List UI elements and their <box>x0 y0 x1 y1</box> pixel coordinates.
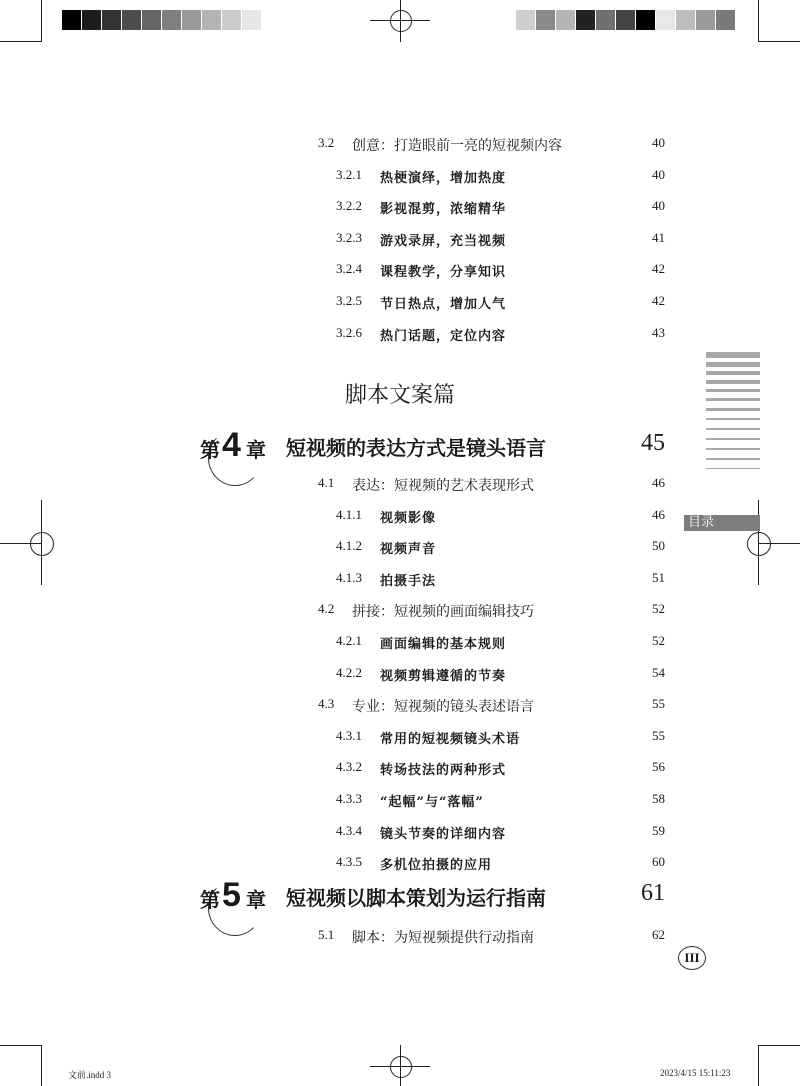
chapter-page: 45 <box>641 430 665 456</box>
section-page: 40 <box>652 198 665 214</box>
chapter-title: 短视频的表达方式是镜头语言 <box>286 436 546 460</box>
section-page: 52 <box>652 633 665 648</box>
section-page: 46 <box>652 506 665 522</box>
slug-timestamp: 2023/4/15 15:11:23 <box>660 1068 731 1078</box>
section-page: 62 <box>652 927 665 942</box>
color-swatch <box>516 10 536 30</box>
section-page: 60 <box>652 854 665 870</box>
color-swatch <box>182 10 202 30</box>
page-folio: III <box>678 946 706 970</box>
section-number: 4.3 <box>318 696 335 712</box>
toc-entry[interactable] <box>0 791 800 815</box>
section-title: 常用的短视频镜头术语 <box>380 731 521 747</box>
section-number: 4.1.3 <box>336 569 362 585</box>
chapter-badge <box>200 878 272 918</box>
section-title: 热门话题，定位内容 <box>380 328 507 344</box>
section-title: 画面编辑的基本规则 <box>380 637 507 652</box>
chapter-5-heading[interactable] <box>0 878 800 918</box>
toc-entry[interactable] <box>0 823 800 847</box>
section-page: 51 <box>652 569 665 585</box>
toc-entry[interactable] <box>0 135 800 159</box>
section-page: 55 <box>652 727 665 743</box>
toc-entry[interactable] <box>0 633 800 657</box>
toc-entry[interactable] <box>0 538 800 562</box>
color-swatch <box>242 10 262 30</box>
color-swatch <box>636 10 656 30</box>
toc-entry[interactable] <box>0 293 800 317</box>
color-swatch <box>202 10 222 30</box>
color-swatch <box>62 10 82 30</box>
section-number: 4.1.1 <box>336 506 362 522</box>
section-number: 4.1.2 <box>336 538 362 554</box>
color-swatch <box>596 10 616 30</box>
section-title: “起幅”与“落幅” <box>380 795 484 810</box>
part-title: 脚本文案篇 <box>344 383 455 408</box>
section-number: 3.2.3 <box>336 229 362 245</box>
color-swatch <box>556 10 576 30</box>
section-title: 视频剪辑遵循的节奏 <box>380 668 507 684</box>
section-number: 4.3.2 <box>336 759 362 775</box>
toc-entry[interactable] <box>0 475 800 499</box>
section-page: 42 <box>652 293 665 308</box>
section-number: 4.2.1 <box>336 633 362 648</box>
color-swatch <box>716 10 736 30</box>
chapter-prefix: 第 <box>200 888 220 912</box>
toc-entry[interactable] <box>0 728 800 752</box>
section-title: 热梗演绎，增加热度 <box>380 170 507 186</box>
color-swatch <box>102 10 122 30</box>
section-page: 55 <box>652 696 665 712</box>
section-title: 游戏录屏，充当视频 <box>380 233 507 249</box>
section-page: 56 <box>652 759 665 775</box>
section-number: 3.2.4 <box>336 261 362 277</box>
section-title: 拍摄手法 <box>380 573 437 589</box>
section-number: 4.2 <box>318 601 335 617</box>
section-number: 5.1 <box>318 927 335 942</box>
color-swatch <box>536 10 556 30</box>
section-page: 50 <box>652 538 665 554</box>
chapter-suffix: 章 <box>246 438 266 462</box>
section-title: 镜头节奏的详细内容 <box>380 826 507 842</box>
color-swatch <box>122 10 142 30</box>
toc-entry[interactable] <box>0 507 800 531</box>
section-page: 52 <box>652 601 665 617</box>
color-swatch <box>576 10 596 30</box>
section-title: 视频影像 <box>380 510 437 526</box>
color-swatch <box>656 10 676 30</box>
color-swatch <box>696 10 716 30</box>
section-title: 多机位拍摄的应用 <box>380 858 493 874</box>
section-number: 3.2.5 <box>336 293 362 308</box>
color-swatch <box>222 10 242 30</box>
side-tab-contents[interactable]: 目录 <box>684 515 760 531</box>
slug-file: 文前.indd 3 <box>68 1070 112 1080</box>
section-number: 4.3.4 <box>336 822 362 838</box>
color-swatch <box>82 10 102 30</box>
section-page: 46 <box>652 475 665 490</box>
color-bar-right <box>516 10 736 30</box>
chapter-suffix: 章 <box>246 888 266 912</box>
section-number: 3.2.2 <box>336 198 362 214</box>
section-title: 拼接：短视频的画面编辑技巧 <box>352 604 534 621</box>
toc-entry[interactable] <box>0 601 800 625</box>
section-title: 脚本：为短视频提供行动指南 <box>352 930 534 946</box>
toc-entry[interactable] <box>0 230 800 254</box>
toc-entry[interactable] <box>0 325 800 349</box>
section-number: 4.3.1 <box>336 727 362 743</box>
section-number: 4.3.5 <box>336 854 362 870</box>
chapter-page: 61 <box>641 880 665 906</box>
section-page: 58 <box>652 791 665 806</box>
toc-entry[interactable] <box>0 665 800 689</box>
color-bar-left <box>62 10 282 30</box>
section-title: 视频声音 <box>380 542 437 558</box>
color-swatch <box>676 10 696 30</box>
section-number: 3.2.1 <box>336 166 362 182</box>
chapter-number: 4 <box>222 426 241 464</box>
chapter-number: 5 <box>222 876 241 914</box>
toc-entry[interactable] <box>0 759 800 783</box>
toc-entry[interactable] <box>0 167 800 191</box>
section-title: 表达：短视频的艺术表现形式 <box>352 478 534 494</box>
section-page: 43 <box>652 324 665 340</box>
section-title: 创意：打造眼前一亮的短视频内容 <box>352 138 562 154</box>
toc-entry[interactable] <box>0 927 800 951</box>
color-swatch <box>262 10 282 30</box>
section-page: 41 <box>652 229 665 245</box>
section-number: 4.1 <box>318 475 335 490</box>
chapter-badge <box>200 428 272 468</box>
section-number: 4.3.3 <box>336 791 362 806</box>
section-number: 4.2.2 <box>336 664 362 680</box>
section-page: 54 <box>652 664 665 680</box>
color-swatch <box>162 10 182 30</box>
section-page: 59 <box>652 822 665 838</box>
section-page: 40 <box>652 166 665 182</box>
section-title: 节日热点，增加人气 <box>380 297 507 312</box>
section-title: 课程教学，分享知识 <box>380 265 507 281</box>
toc-entry[interactable] <box>0 696 800 720</box>
chapter-prefix: 第 <box>200 438 220 462</box>
section-title: 影视混剪，浓缩精华 <box>380 202 507 218</box>
chapter-4-heading[interactable] <box>0 428 800 468</box>
toc-entry[interactable] <box>0 198 800 222</box>
section-number: 3.2.6 <box>336 324 362 340</box>
section-title: 转场技法的两种形式 <box>380 763 507 779</box>
chapter-title: 短视频以脚本策划为运行指南 <box>286 886 546 910</box>
section-page: 40 <box>652 135 665 150</box>
section-page: 42 <box>652 261 665 277</box>
color-swatch <box>616 10 636 30</box>
section-title: 专业：短视频的镜头表述语言 <box>352 699 534 716</box>
color-swatch <box>142 10 162 30</box>
toc-entry[interactable] <box>0 570 800 594</box>
toc-entry[interactable] <box>0 854 800 878</box>
toc-entry[interactable] <box>0 261 800 285</box>
section-number: 3.2 <box>318 135 335 150</box>
